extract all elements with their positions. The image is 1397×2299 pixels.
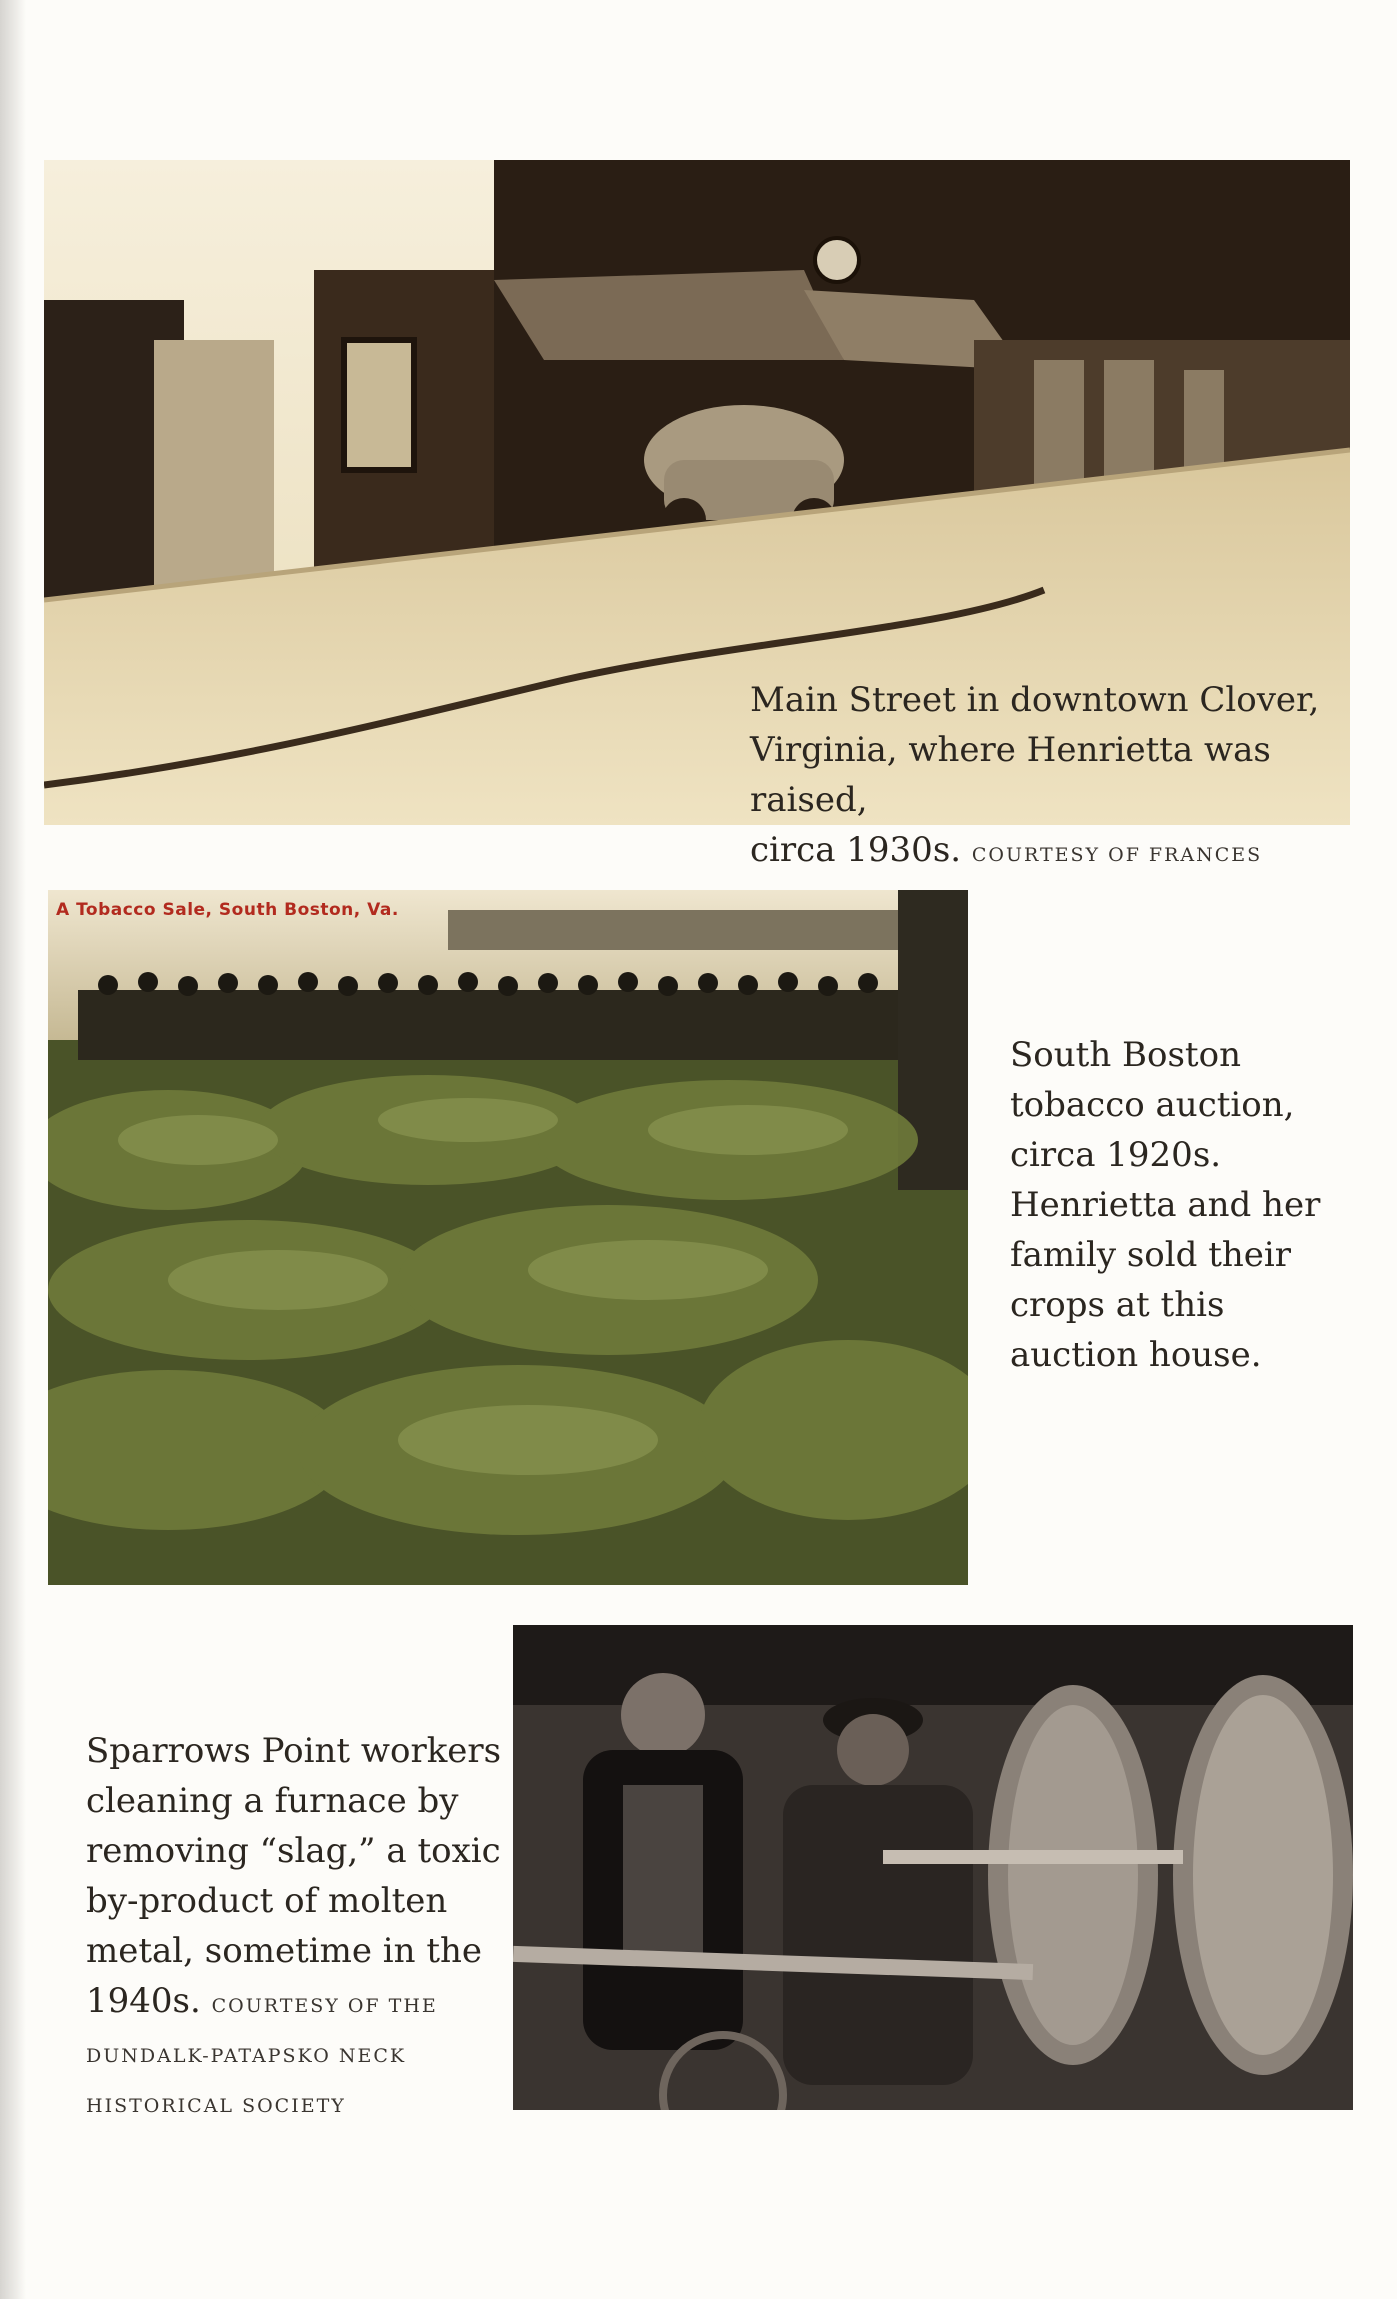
caption-line: cleaning a furnace by	[86, 1781, 459, 1821]
caption-line: tobacco auction,	[1010, 1085, 1295, 1125]
photo-credit: HISTORICAL SOCIETY	[86, 2095, 346, 2117]
caption-line: Main Street in downtown Clover,	[750, 680, 1320, 720]
sparrows-point-caption	[86, 1726, 506, 2131]
photo-credit: DUNDALK-PATAPSKO NECK	[86, 2045, 407, 2067]
tobacco-auction-caption	[1010, 1030, 1350, 1380]
caption-year: 1940s.	[86, 1981, 201, 2021]
caption-year: circa 1930s.	[750, 830, 962, 870]
caption-line: removing “slag,” a toxic	[86, 1831, 501, 1871]
caption-line: family sold their	[1010, 1235, 1292, 1275]
tobacco-auction-photo	[48, 890, 968, 1585]
caption-line: Virginia, where Henrietta was raised,	[750, 730, 1271, 820]
caption-line: metal, sometime in the	[86, 1931, 483, 1971]
caption-line: Sparrows Point workers	[86, 1731, 502, 1771]
photo-credit: COURTESY OF FRANCES	[971, 844, 1263, 866]
caption-line	[86, 1976, 506, 2031]
caption-line: auction house.	[1010, 1335, 1262, 1375]
caption-line: by-product of molten	[86, 1881, 448, 1921]
postcard-label: A Tobacco Sale, South Boston, Va.	[56, 900, 399, 920]
caption-line: circa 1920s.	[1010, 1135, 1222, 1175]
photo-credit: COURTESY OF THE	[211, 1995, 438, 2017]
caption-line: South Boston	[1010, 1035, 1241, 1075]
sparrows-point-photo	[513, 1625, 1353, 2110]
caption-line: crops at this	[1010, 1285, 1225, 1325]
caption-line: Henrietta and her	[1010, 1185, 1321, 1225]
page-edge-shadow	[0, 0, 26, 2299]
